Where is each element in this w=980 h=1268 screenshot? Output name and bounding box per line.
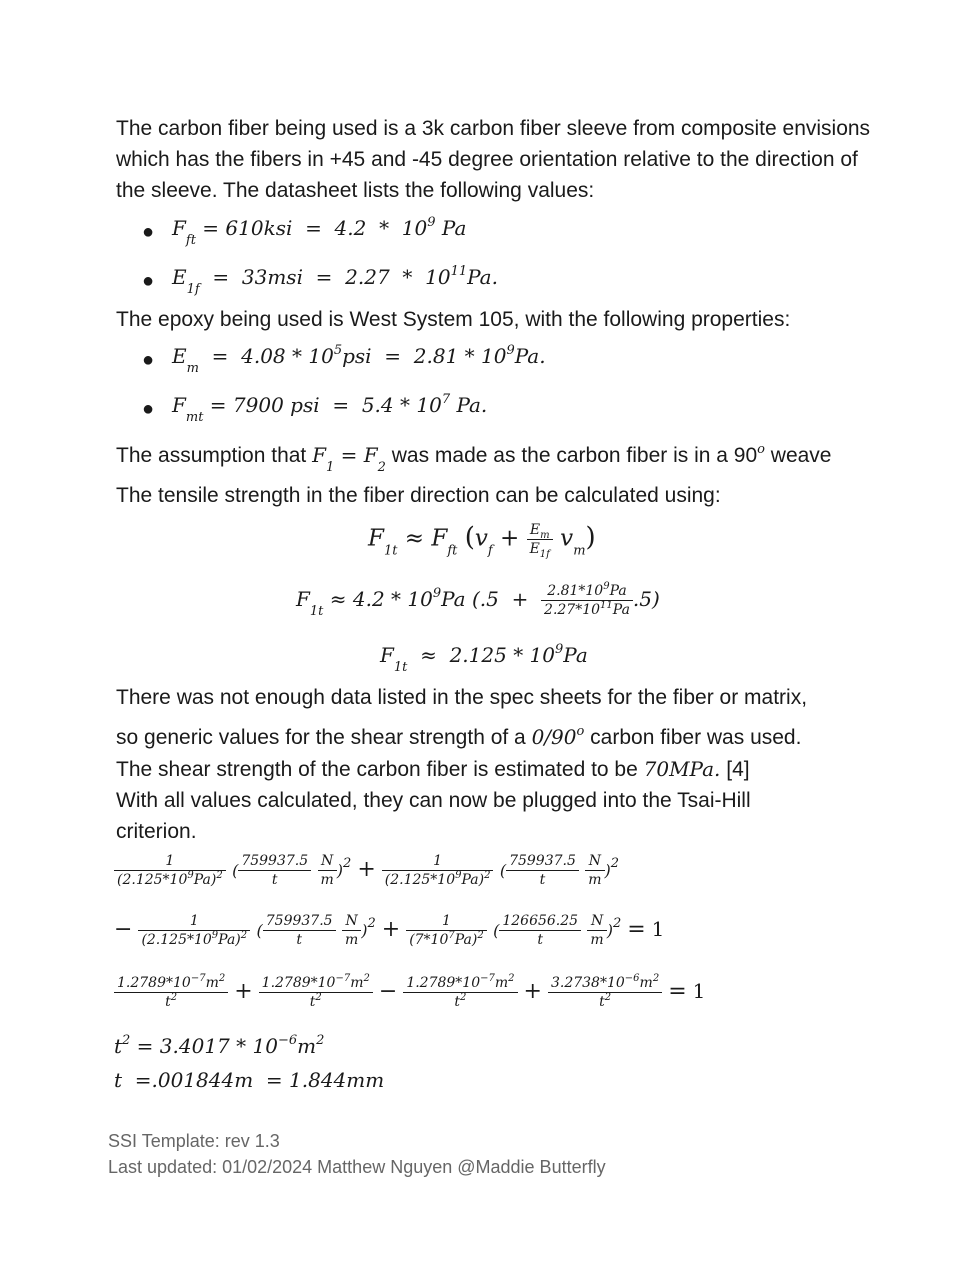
bullet-dot: ● xyxy=(142,398,155,420)
equation-fft: $F_{ft} = 610ksi = 4.2 * 10^9$ Pa xyxy=(172,215,467,248)
paragraph-shear-strength: The shear strength of the carbon fiber is estimated to be 70MPa. [4] xyxy=(116,757,750,781)
paragraph-generic-values: so generic values for the shear strength of a 0/90$^o$ carbon fiber was used. xyxy=(116,724,802,749)
equation-t-result: t =.001844m = 1.844mm xyxy=(114,1068,385,1092)
paragraph-assumption: The assumption that $F_1 = F_2$ was made as the carbon fiber is in a 90$^o$ weave xyxy=(116,442,832,475)
footer-template: SSI Template: rev 1.3 xyxy=(108,1131,280,1151)
equation-f1t-formula: $F_{1t} \approx F_{ft}$ ($v_f$ + $\frac{E_m}{E_{1f}}$ $v_m$) xyxy=(368,522,596,560)
equation-em: $E_m = 4.08 * 10^5psi = 2.81 * 10^9Pa$. xyxy=(172,343,546,376)
equation-tsai-hill-line-2: − $\frac{1}{(2.125*10^9Pa)^2}$ ( $\frac{759937.5}{t}$ $\frac{N}{m}$ )$^2$ + $\frac{1}{(7*10^7Pa)^2}$ ( $\frac{126656.25}{t}$ $\frac{N}{m}$ )$^2$ = 1 xyxy=(114,913,665,948)
equation-tsai-hill-line-1: $\frac{1}{(2.125*10^9Pa)^2}$ ( $\frac{759937.5}{t}$ $\frac{N}{m}$ )$^2$ + $\frac{1}{(2.125*10^9Pa)^2}$ ( $\frac{759937.5}{t}$ $\frac{N}{m}$ )$^2$ xyxy=(114,852,619,889)
equation-t-squared: $t^2 = 3.4017 * 10^{-6}m^2$ xyxy=(114,1033,325,1058)
paragraph-tensile: The tensile strength in the fiber direction can be calculated using: xyxy=(116,484,721,507)
equation-f1t-result: $F_{1t} \approx 2.125 * 10^9Pa$ xyxy=(380,642,588,675)
bullet-dot: ● xyxy=(142,270,155,292)
equation-tsai-hill-line-3: $\frac{1.2789*10^{-7}m^2}{t^2}$ + $\frac{1.2789*10^{-7}m^2}{t^2}$ − $\frac{1.2789*10^{-7}m^2}{t^2}$ + $\frac{3.2738*10^{-6}m^2}{t^2}$ = 1 xyxy=(114,974,705,1011)
paragraph-tsai-hill: With all values calculated, they can now be plugged into the Tsai-Hill criterion. xyxy=(116,789,751,843)
footer-updated: Last updated: 01/02/2024 Matthew Nguyen @Maddie Butterfly xyxy=(108,1157,606,1177)
paragraph-epoxy: The epoxy being used is West System 105, with the following properties: xyxy=(116,308,791,331)
equation-e1f: $E_{1f} = 33msi = 2.27 * 10^{11}Pa$. xyxy=(172,264,498,297)
bullet-dot: ● xyxy=(142,349,155,371)
paragraph-not-enough-data: There was not enough data listed in the spec sheets for the fiber or matrix, xyxy=(116,686,808,709)
equation-f1t-substituted: $F_{1t} \approx 4.2 * 10^9Pa$ (.5 + $\frac{2.81*10^9Pa}{2.27*10^{11}Pa}$ .5) xyxy=(296,581,660,619)
bullet-dot: ● xyxy=(142,221,155,243)
equation-fmt: $F_{mt} = 7900$ psi = $5.4 * 10^7$ Pa. xyxy=(172,392,488,425)
paragraph-carbon-fiber: The carbon fiber being used is a 3k carbon fiber sleeve from composite envisions which has the fibers in +45 and -45 degree orientation relative to the direction of the sleeve. The datasheet lists the following values: xyxy=(116,117,871,202)
